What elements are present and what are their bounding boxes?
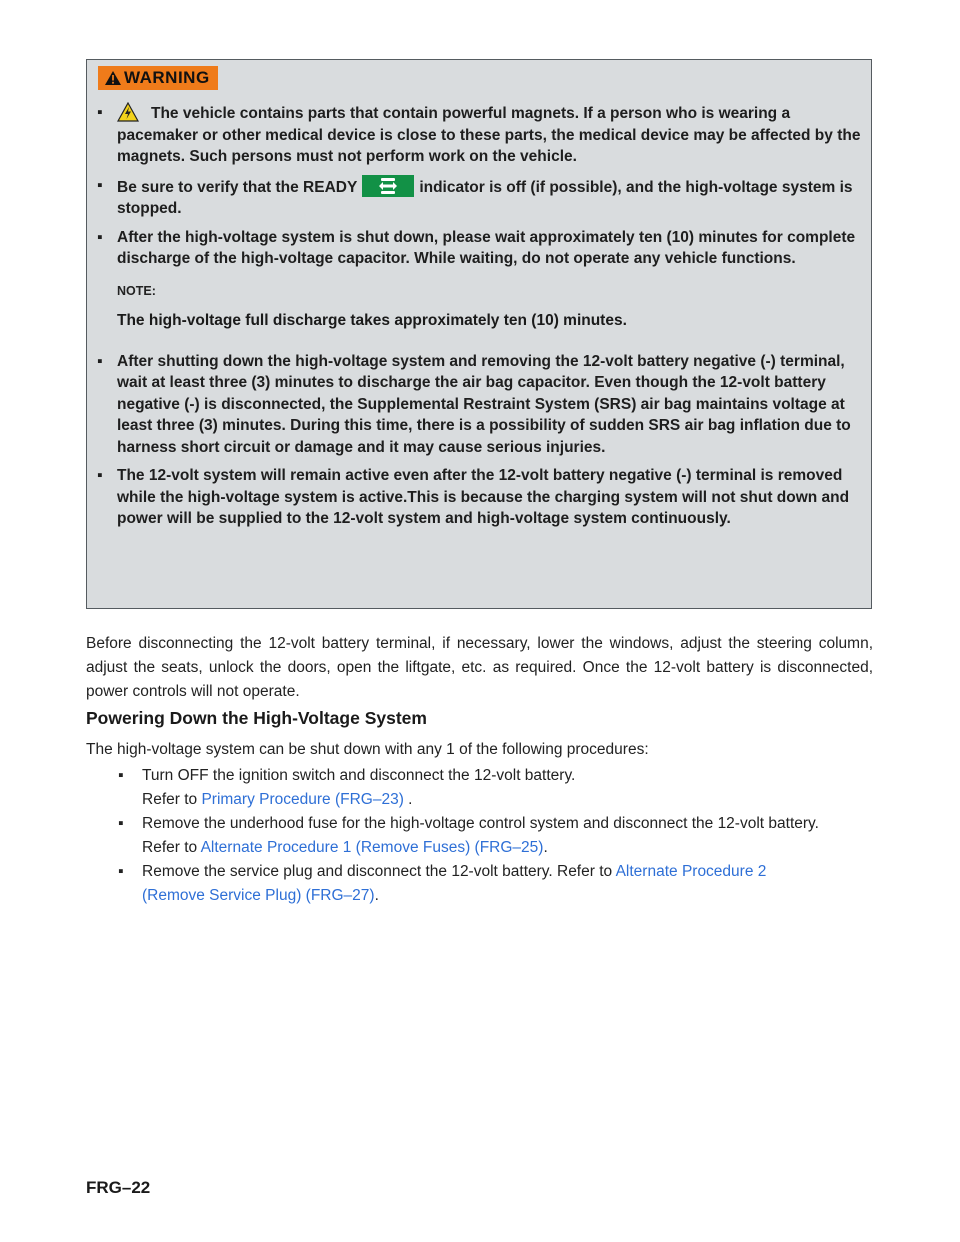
procedure-item (118, 812, 878, 860)
warning-badge (98, 66, 218, 90)
body-paragraph: Before disconnecting the 12-volt battery terminal, if necessary, lower the windows, adjust the steering column, adjust the seats, unlock the doors, open the liftgate, etc. as required. Once the 12-volt battery is disconnected, power controls will not operate. (86, 635, 873, 700)
warning-item-text: After the high-voltage system is shut down, please wait approximately ten (10) minutes for complete discharge of the high-voltage capacitor. While waiting, do not operate any vehicle functions. (117, 228, 856, 267)
warning-item-text: After shutting down the high-voltage system and removing the 12-volt battery negative (-) terminal, wait at least three (3) minutes to discharge the air bag capacitor. Even though the 12-volt battery negative (-) is disconnected, the Supplemental Restraint System (SRS) air bag maintains voltage at least three (3) minutes. During this time, there is a possibility of sudden SRS air bag inflation due to harness short circuit or damage and it may cause serious injuries. (117, 352, 851, 456)
bullet: ▪ (118, 815, 124, 832)
procedures-intro: The high-voltage system can be shut down with any 1 of the following procedures: (86, 741, 649, 758)
section-heading: Powering Down the High-Voltage System (86, 708, 427, 728)
bullet: ▪ (97, 104, 103, 121)
procedure-item (118, 860, 878, 908)
bullet: ▪ (118, 863, 124, 880)
procedure-text: Turn OFF the ignition switch and disconnect the 12-volt battery. (142, 767, 576, 784)
procedure-tail: . (374, 887, 379, 904)
refer-label: Refer to (142, 791, 198, 808)
procedure-text: Remove the underhood fuse for the high-voltage control system and disconnect the 12-volt battery. (142, 815, 819, 832)
warning-item-text: Be sure to verify that the READY (117, 178, 358, 196)
warning-item-text: The vehicle contains parts that contain powerful magnets. If a person who is wearing a pacemaker or other medical device is close to these parts, the medical device may be affected by the magnets. Such persons must not perform work on the vehicle. (117, 105, 861, 165)
warning-item-discharge (97, 227, 862, 270)
warning-list (97, 102, 862, 530)
bullet: ▪ (97, 228, 103, 246)
note-text: The high-voltage full discharge takes approximately ten (10) minutes. (117, 311, 627, 329)
warning-item-text: indicator is off (if possible), and the high-voltage system is stopped. (117, 178, 853, 217)
note-label: NOTE: (117, 283, 156, 298)
warning-badge-label: WARNING (124, 68, 210, 87)
warning-item-text: The 12-volt system will remain active even after the 12-volt battery negative (-) terminal is removed while the high-voltage system is active.This is because the charging system will not shut down and power will be supplied to the 12-volt system and high-voltage system continuously. (117, 467, 850, 527)
bullet: ▪ (97, 176, 103, 194)
procedure-tail: . (543, 839, 548, 856)
warning-triangle-icon (104, 70, 122, 86)
bullet: ▪ (97, 352, 103, 370)
page-number: FRG–22 (86, 1178, 151, 1197)
procedure-text: Remove the service plug and disconnect the 12-volt battery. Refer to (142, 863, 613, 880)
bullet: ▪ (97, 467, 103, 484)
high-voltage-warning-icon (117, 102, 139, 122)
warning-box (86, 59, 872, 609)
primary-procedure-link[interactable]: Primary Procedure (FRG–23) (201, 791, 404, 808)
procedure-tail: . (403, 791, 413, 808)
bullet: ▪ (118, 767, 124, 784)
warning-item-ready (97, 175, 862, 220)
alternate-procedure-1-link[interactable]: Alternate Procedure 1 (Remove Fuses) (FRG–25) (200, 839, 544, 856)
alternate-procedure-2-link[interactable]: Alternate Procedure 2 (615, 863, 767, 880)
warning-item-12v-active (97, 465, 862, 530)
alternate-procedure-2-link-cont[interactable]: (Remove Service Plug) (FRG–27) (142, 887, 375, 904)
warning-item-magnets (97, 102, 862, 168)
procedure-item (118, 764, 878, 812)
warning-item-airbag (97, 351, 862, 459)
ready-indicator-icon (362, 175, 414, 197)
procedure-list (118, 764, 878, 908)
refer-label: Refer to (142, 839, 198, 856)
